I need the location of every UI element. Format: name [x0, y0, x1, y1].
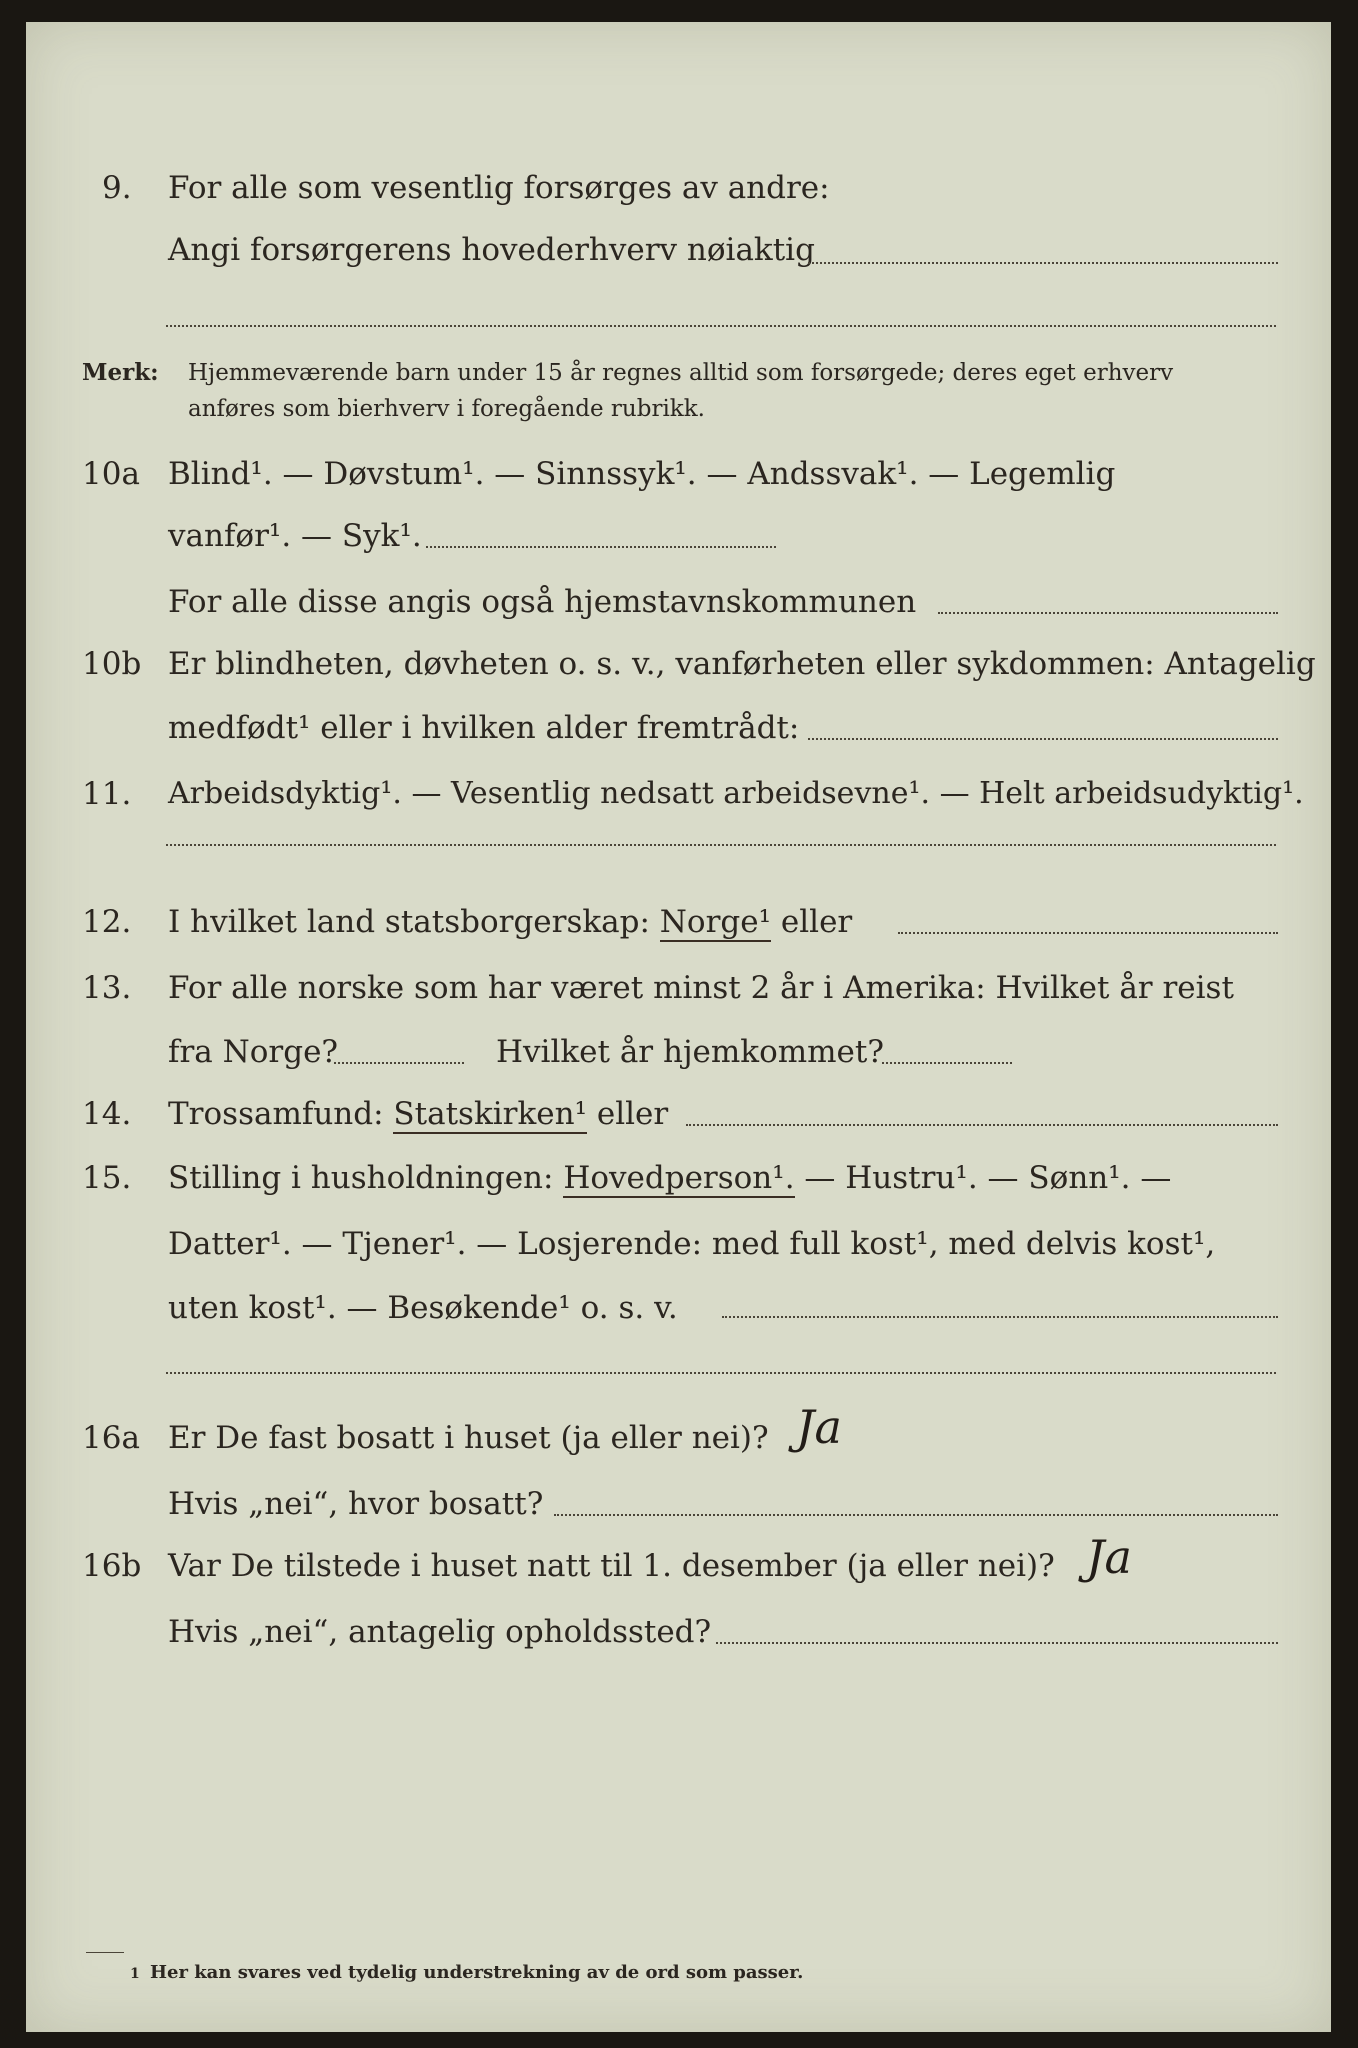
q10b-number: 10b: [82, 646, 142, 682]
q10b-answer-line[interactable]: [808, 738, 1278, 740]
q10a-line2: vanfør¹. — Syk¹.: [168, 518, 422, 554]
q11-line1: Arbeidsdyktig¹. — Vesentlig nedsatt arbeidsevne¹. — Helt arbeidsudyktig¹.: [168, 776, 1304, 811]
q12-underlined-answer[interactable]: Norge¹: [659, 904, 772, 940]
footnote-rule: [86, 1952, 124, 1953]
q15-answer-line[interactable]: [722, 1316, 1278, 1318]
merk-line1: Hjemmeværende barn under 15 år regnes alltid som forsørgede; deres eget erhverv: [188, 360, 1174, 386]
q9-line2: Angi forsørgerens hovederhverv nøiaktig: [168, 232, 815, 268]
q13-hjemkommet-line[interactable]: [882, 1062, 1012, 1064]
q14-underlined-answer[interactable]: Statskirken¹: [393, 1096, 587, 1132]
q16b-line1: Var De tilstede i huset natt til 1. desember (ja eller nei)?: [168, 1548, 1055, 1584]
q16a-handwritten-answer[interactable]: Ja: [796, 1400, 842, 1454]
q10a-answer-line[interactable]: [426, 546, 776, 548]
q13-line1: For alle norske som har været minst 2 år i Amerika: Hvilket år reist: [168, 970, 1234, 1006]
q12-text: I hvilket land statsborgerskap:: [168, 904, 650, 940]
q13-line2b: Hvilket år hjemkommet?: [496, 1034, 884, 1070]
q15-line1: [168, 1158, 1171, 1198]
q9-line1: For alle som vesentlig forsørges av andre:: [168, 170, 830, 206]
footnote-text: Her kan svares ved tydelig understrekning av de ord som passer.: [150, 1962, 804, 1983]
footnote-mark: 1: [130, 1966, 140, 1982]
q10a-number: 10a: [82, 456, 140, 492]
census-form-page: [26, 22, 1331, 2032]
q15-line2: Datter¹. — Tjener¹. — Losjerende: med full kost¹, med delvis kost¹,: [168, 1226, 1216, 1262]
q10a-line1: Blind¹. — Døvstum¹. — Sinnssyk¹. — Andssvak¹. — Legemlig: [168, 456, 1116, 492]
q10b-line2: medfødt¹ eller i hvilken alder fremtrådt:: [168, 710, 800, 746]
q15-line3: uten kost¹. — Besøkende¹ o. s. v.: [168, 1290, 678, 1326]
q10b-line1: Er blindheten, døvheten o. s. v., vanførheten eller sykdommen: Antagelig: [168, 646, 1316, 682]
q12-after: eller: [780, 904, 853, 940]
q16b-line2: Hvis „nei“, antagelig opholdssted?: [168, 1614, 712, 1650]
q9-answer-line[interactable]: [808, 262, 1278, 264]
merk-line2: anføres som bierhverv i foregående rubrikk.: [188, 396, 705, 422]
q16a-number: 16a: [82, 1420, 140, 1456]
q12-line: [168, 902, 852, 942]
q9-number: 9.: [102, 170, 132, 206]
q15-number: 15.: [82, 1160, 132, 1196]
q14-after: eller: [596, 1096, 669, 1132]
q14-number: 14.: [82, 1096, 132, 1132]
q14-text: Trossamfund:: [168, 1096, 384, 1132]
q15-line1a: Stilling i husholdningen:: [168, 1160, 554, 1196]
q11-number: 11.: [82, 776, 132, 812]
q12-number: 12.: [82, 904, 132, 940]
merk-label: Merk:: [82, 359, 159, 386]
q16b-handwritten-answer[interactable]: Ja: [1086, 1530, 1132, 1584]
q15-line1b: — Hustru¹. — Sønn¹. —: [804, 1160, 1172, 1196]
q16b-number: 16b: [82, 1548, 142, 1584]
q13-number: 13.: [82, 970, 132, 1006]
q13-reist-line[interactable]: [334, 1062, 464, 1064]
q16a-answer-line[interactable]: [554, 1514, 1278, 1516]
q15-underlined-answer[interactable]: Hovedperson¹.: [563, 1160, 795, 1196]
q16b-answer-line[interactable]: [716, 1642, 1278, 1644]
q9-answer-line-2[interactable]: [166, 325, 1276, 327]
q12-answer-line[interactable]: [898, 932, 1278, 934]
q16a-line1: Er De fast bosatt i huset (ja eller nei)?: [168, 1420, 769, 1456]
q10a-line3: For alle disse angis også hjemstavnskommunen: [168, 584, 917, 620]
q14-answer-line[interactable]: [686, 1124, 1278, 1126]
q16a-line2: Hvis „nei“, hvor bosatt?: [168, 1486, 544, 1522]
q15-answer-line-2[interactable]: [166, 1372, 1276, 1374]
q11-answer-line[interactable]: [166, 844, 1276, 846]
q14-line: [168, 1094, 668, 1134]
q10a-hjemstavn-line[interactable]: [938, 612, 1278, 614]
q13-line2a: fra Norge?: [168, 1034, 339, 1070]
